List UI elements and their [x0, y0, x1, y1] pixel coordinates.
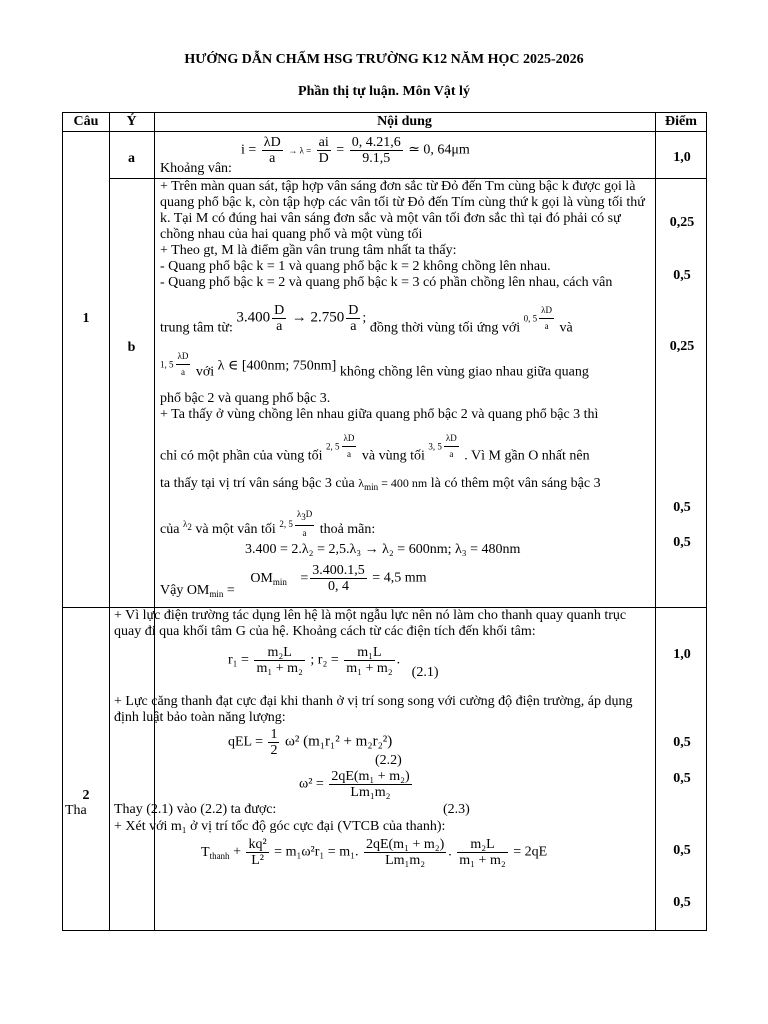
q1b-line-5: trung tâm từ: 3.400 $\frac{D}{a}$ → 2.750 $\frac{D}{a}$ ; đồng thời vùng tối ứng với 0, 5 $\frac{\lambda D}{a}$ và [160, 303, 573, 336]
q1a-result: ≃ 0, 64μm [408, 142, 470, 158]
q1b-score-3: 0,25 [669, 339, 695, 354]
page-title: HƯỚNG DẪN CHẤM HSG TRƯỜNG K12 NĂM HỌC 2025-2026 [184, 52, 584, 67]
q2-paragraph-2: + Lực căng thanh đạt cực đại khi thanh ở vị trí song song với cường độ điện trường, áp dụng định luật bảo toàn năng lượng: [114, 694, 633, 725]
q1a-eq-i: i = [241, 142, 257, 158]
q2-equation-3: ω² = $\frac{\text{2qE(m₁ + m₂)}}{\text{Lm₁m₂}}$ [299, 769, 410, 800]
header-diem: Điểm [665, 114, 697, 129]
q2-score-5: 0,5 [673, 895, 691, 910]
q1b-paragraph-7: phổ bậc 2 và quang phổ bậc 3. [160, 391, 331, 406]
q2-equation-2-tag: (2.2) [375, 753, 402, 768]
question-1a-label: a [128, 151, 135, 166]
q1a-eq-arrow: → λ = [288, 145, 312, 156]
q1a-equation: i = $\frac{\lambda D}{a}$ → λ = $\frac{ai}{D}$ = $\frac{0, 4.21,6}{9.1,5}$ ≃ 0, 64μm [241, 135, 470, 166]
q2-equation-2: qEL = $\frac{1}{2}$ ω² (m₁r₁² + m₂r₂²) [228, 727, 393, 758]
page-subtitle: Phần thị tự luận. Môn Vật lý [298, 84, 470, 99]
col-divider [655, 113, 656, 930]
grading-table [62, 112, 707, 931]
q1a-frac-lambda-d: $\frac{\lambda D}{a}$ [263, 135, 281, 166]
q1b-score-4: 0,5 [673, 500, 691, 515]
q1b-line-10: ta thấy tại vị trí vân sáng bậc 3 của $\lambda_{min} = 400$ nm là có thêm một vân sáng bậc 3 [160, 476, 601, 492]
header-cau: Câu [73, 114, 99, 129]
q1b-paragraph-8: + Ta thấy ở vùng chồng lên nhau giữa quang phổ bậc 2 và quang phổ bậc 3 thì [160, 407, 599, 422]
question-2-sub: Tha [65, 803, 87, 818]
q1b-score-2: 0,5 [673, 268, 691, 283]
question-2-number: 2 [82, 788, 90, 803]
q1b-line-9: chỉ có một phần của vùng tối 2, 5 $\frac{\lambda D}{a}$ và vùng tối 3, 5 $\frac{\lambda D}{a}$ . Vì M gần O nhất nên [160, 433, 590, 464]
q2-score-2: 0,5 [673, 735, 691, 750]
q1a-prefix: Khoảng vân: [160, 161, 232, 176]
header-y: Ý [126, 114, 137, 129]
q1b-line-6: 1, 5 $\frac{\lambda D}{a}$ với λ ∈ [400nm; 750nm] không chồng lên vùng giao nhau giữa quang [160, 351, 589, 380]
q1a-frac-ai-d: $\frac{ai}{D}$ [318, 135, 329, 166]
q1b-equation-12: 3.400 = 2.λ₂ = 2,5.λ₃ → λ₂ = 600nm; λ₃ = 480nm [245, 542, 521, 557]
q1b-paragraph-4: - Quang phổ bậc k = 2 và quang phổ bậc k = 3 có phần chồng lên nhau, cách vân [160, 275, 613, 290]
q2-paragraph-1: + Vì lực điện trường tác dụng lên hệ là một ngẫu lực nên nó làm cho thanh quay quanh trục quay đi qua khối tâm G của hệ. Khoảng cách từ các điện tích đến khối tâm: [114, 608, 627, 639]
q2-score-1: 1,0 [673, 647, 691, 662]
q1b-line-13: Vậy $OM_{min} = OM_{min}$ = $\frac{3.400.1,5}{0, 4}$ = 4,5 mm [160, 563, 427, 599]
col-divider [109, 113, 110, 930]
q1b-score-5: 0,5 [673, 535, 691, 550]
q2-equation-3-tag: (2.3) [443, 802, 470, 817]
q1a-frac-values: $\frac{0, 4.21,6}{9.1,5}$ [351, 135, 401, 166]
row-divider [63, 131, 706, 132]
header-noi-dung: Nội dung [377, 114, 432, 129]
question-1b-label: b [127, 340, 136, 355]
q1b-paragraph-1: + Trên màn quan sát, tập hợp vân sáng đơn sắc từ Đỏ đến Tm cùng bậc k được gọi là quang phổ bậc k, còn tập hợp các vân tối từ Đỏ đến Tím cùng thứ k gọi là vùng tối thứ k. Tại M có đúng hai vân sáng đơn sắc và một vân tối đơn sắc thì tại đó phải có sự chồng nhau của hai quang phổ và một vùng tối [160, 179, 645, 242]
q2-score-3: 0,5 [673, 771, 691, 786]
q1b-paragraph-2: + Theo gt, M là điểm gần vân trung tâm nhất ta thấy: [160, 243, 457, 258]
question-1-number: 1 [82, 311, 90, 326]
q2-equation-1: r₁ = $\frac{\text{m₂L}}{\text{m₁ + m₂}}$ ; r₂ = $\frac{\text{m₁L}}{\text{m₁ + m₂}}$ . (2.1) [228, 645, 439, 680]
q2-score-4: 0,5 [673, 843, 691, 858]
q2-equation-4: $T_{thanh}$ + $\frac{\text{kq²}}{\text{L²}}$ = m₁ω²r₁ = m₁. $\frac{\text{2qE(m₁ + m₂)}}{\text{Lm₁m₂}}$ . $\frac{\text{m₂L}}{\text{m₁ + m₂}}$ = 2qE [201, 837, 548, 868]
q2-paragraph-4: + Xét với m₁ ở vị trí tốc độ góc cực đại (VTCB của thanh): [114, 819, 446, 834]
q1b-score-1: 0,25 [669, 215, 695, 230]
q1a-score: 1,0 [673, 150, 691, 165]
q2-paragraph-3: Thay (2.1) vào (2.2) ta được: [114, 802, 277, 817]
q1b-paragraph-3: - Quang phổ bậc k = 1 và quang phổ bậc k = 2 không chồng lên nhau. [160, 259, 551, 274]
q1b-line-11: của λ2 và một vân tối 2, 5 $\frac{\lambda 3D}{a}$ thoả mãn: [160, 509, 376, 538]
